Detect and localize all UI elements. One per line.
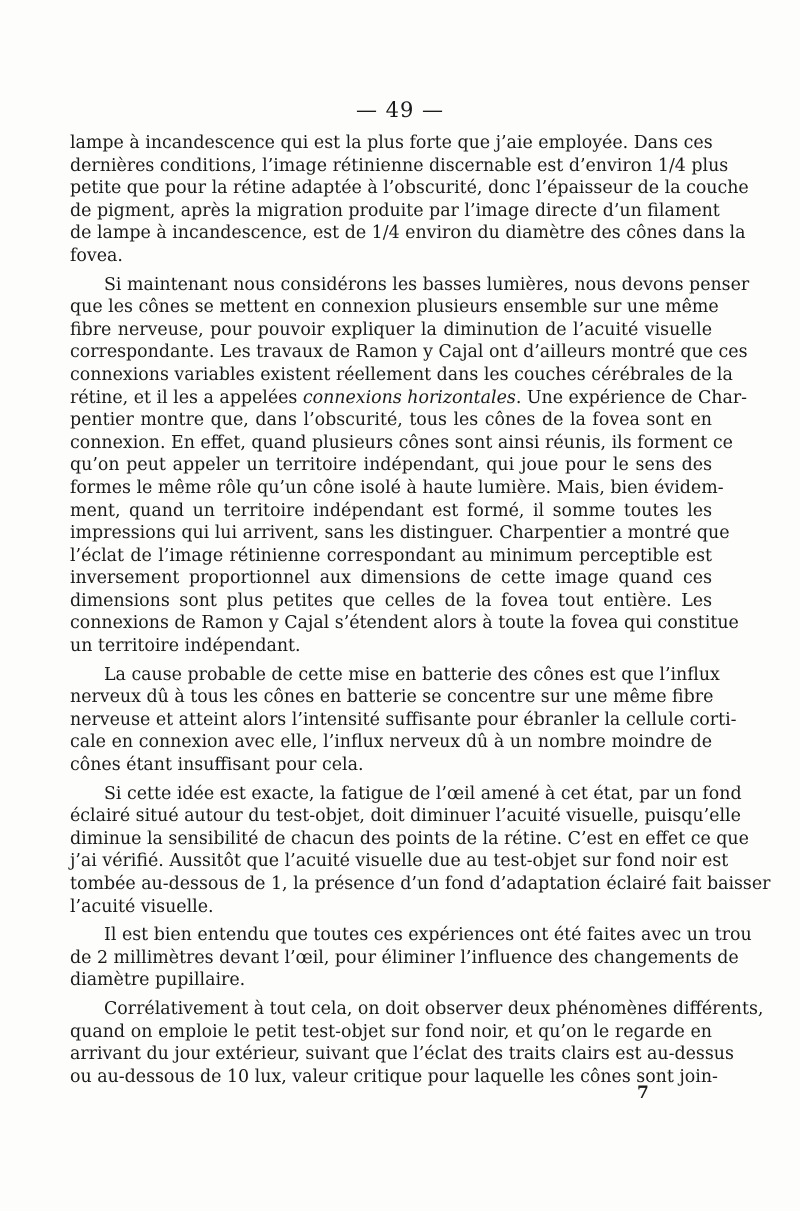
page-number: — 49 — — [355, 98, 445, 122]
text-line: dimensions sont plus petites que celles de la fovea tout entière. Les — [70, 590, 712, 611]
text-line: formes le même rôle qu’un cône isolé à haute lumière. Mais, bien évidem- — [70, 477, 724, 498]
text-line: correspondante. Les travaux de Ramon y Cajal ont d’ailleurs montré que ces — [70, 342, 748, 363]
text-line: nerveux dû à tous les cônes en batterie se concentre sur une même fibre — [70, 687, 714, 708]
text-line: Si maintenant nous considérons les basses lumières, nous devons penser — [104, 274, 750, 295]
text-line: fovea. — [70, 245, 123, 266]
text-line: tombée au-dessous de 1, la présence d’un fond d’adaptation éclairé fait baisser — [70, 874, 771, 894]
text-line: l’acuité visuelle. — [70, 896, 214, 917]
text-line: que les cônes se mettent en connexion plusieurs ensemble sur une même — [70, 297, 719, 318]
paragraph-3 — [70, 664, 737, 777]
paragraph-5 — [70, 924, 752, 992]
text-line: cale en connexion avec elle, l’influx nerveux dû à un nombre moindre de — [70, 732, 712, 753]
text-line: de 2 millimètres devant l’œil, pour éliminer l’influence des changements de — [70, 947, 739, 968]
text-line: lampe à incandescence qui est la plus forte que j’aie employée. Dans ces — [70, 133, 713, 153]
text-line: connexion. En effet, quand plusieurs cônes sont ainsi réunis, ils forment ce — [70, 432, 733, 453]
text-line: ou au-dessous de 10 lux, valeur critique pour laquelle les cônes sont join- — [70, 1066, 718, 1087]
text-line: pentier montre que, dans l’obscurité, tous les cônes de la fovea sont en — [70, 410, 712, 431]
text-line: cônes étant insuffisant pour cela. — [70, 755, 364, 776]
text-line: Si cette idée est exacte, la fatigue de l’œil amené à cet état, par un fond — [104, 783, 742, 804]
text-line: impressions qui lui arrivent, sans les distinguer. Charpentier a montré que — [70, 523, 730, 544]
text-line-mixed — [70, 387, 748, 410]
text-line: dernières conditions, l’image rétinienne discernable est d’environ 1/4 plus — [70, 155, 729, 176]
text-line: qu’on peut appeler un territoire indépendant, qui joue pour le sens des — [70, 455, 712, 476]
text-line: quand on emploie le petit test-objet sur fond noir, et qu’on le regarde en — [70, 1021, 712, 1042]
paragraph-6 — [70, 998, 764, 1088]
italic-term: connexions horizontales — [302, 387, 516, 408]
text-line: La cause probable de cette mise en batterie des cônes est que l’influx — [104, 664, 720, 685]
paragraph-2 — [70, 274, 750, 658]
text-line: inversement proportionnel aux dimensions de cette image quand ces — [70, 568, 712, 589]
text-line: un territoire indépendant. — [70, 636, 301, 657]
text-line: petite que pour la rétine adaptée à l’obscurité, donc l’épaisseur de la couche — [70, 178, 749, 199]
text-line: de lampe à incandescence, est de 1/4 environ du diamètre des cônes dans la — [70, 223, 746, 244]
text-segment: . Une expérience de Char- — [515, 387, 748, 408]
text-line: nerveuse et atteint alors l’intensité suffisante pour ébranler la cellule corti- — [70, 709, 737, 730]
text-line: connexions variables existent réellement dans les couches cérébrales de la — [70, 364, 733, 385]
text-line: de pigment, après la migration produite par l’image directe d’un filament — [70, 200, 720, 221]
text-line: j’ai vérifié. Aussitôt que l’acuité visuelle due au test-objet sur fond noir est — [70, 851, 729, 872]
body-text — [70, 132, 771, 1088]
text-line: arrivant du jour extérieur, suivant que l’éclat des traits clairs est au-dessus — [70, 1044, 734, 1065]
text-line: diamètre pupillaire. — [70, 970, 246, 991]
text-line: fibre nerveuse, pour pouvoir expliquer la diminution de l’acuité visuelle — [70, 319, 712, 340]
text-line: Corrélativement à tout cela, on doit observer deux phénomènes différents, — [104, 998, 764, 1019]
text-segment: rétine, et il les a appelées — [70, 387, 303, 408]
text-line: connexions de Ramon y Cajal s’étendent alors à toute la fovea qui constitue — [70, 613, 739, 634]
text-line: diminue la sensibilité de chacun des points de la rétine. C’est en effet ce que — [70, 828, 749, 849]
paragraph-4 — [70, 783, 771, 919]
paragraph-1 — [70, 132, 749, 268]
text-line: Il est bien entendu que toutes ces expériences ont été faites avec un trou — [104, 925, 752, 946]
signature-mark: 7 — [637, 1083, 649, 1103]
text-line: ment, quand un territoire indépendant est formé, il somme toutes les — [70, 500, 712, 521]
text-line: l’éclat de l’image rétinienne correspondant au minimum perceptible est — [70, 545, 712, 566]
text-line: éclairé situé autour du test-objet, doit diminuer l’acuité visuelle, puisqu’elle — [70, 806, 741, 827]
